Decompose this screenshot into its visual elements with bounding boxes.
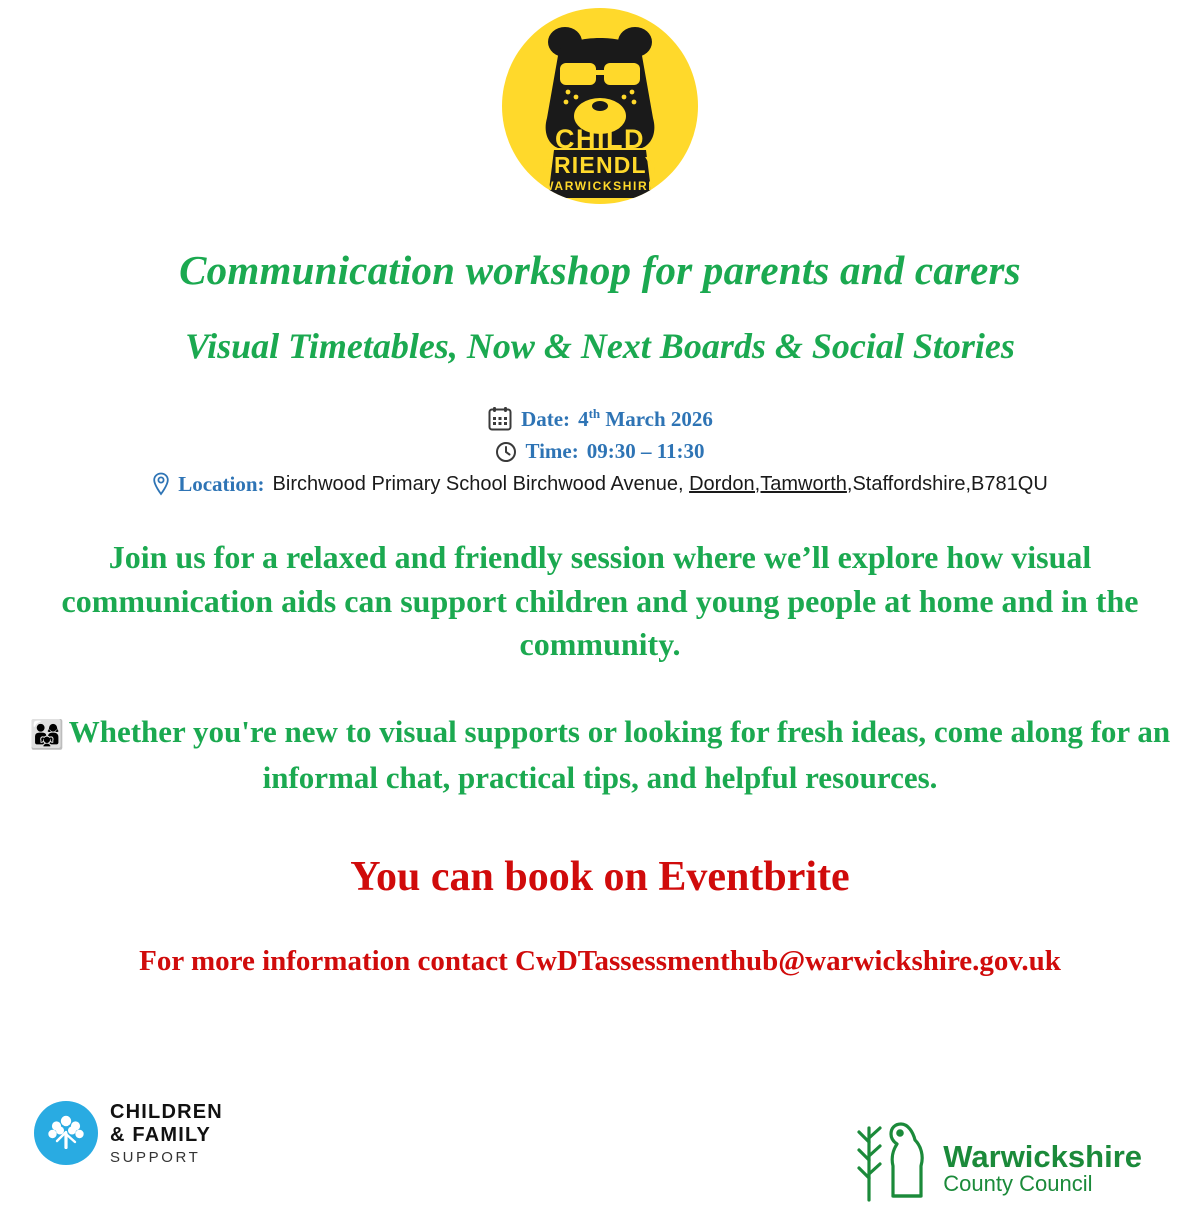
calendar-icon <box>487 406 513 432</box>
booking-call-to-action: You can book on Eventbrite <box>350 854 850 901</box>
event-time-value: 09:30 – 11:30 <box>586 439 705 464</box>
event-time-label: Time: <box>525 439 579 464</box>
event-time-row <box>0 435 1200 468</box>
family-emoji-icon: 👨‍👩‍👧 <box>29 719 65 751</box>
intro-paragraph: Join us for a relaxed and friendly session where we’ll explore how visual communication aids can support children and young people at home and in the community. <box>61 539 1139 662</box>
warwickshire-wordmark <box>943 1138 1142 1209</box>
cfs-line-3: SUPPORT <box>110 1148 201 1166</box>
logo-line-2: FRIENDLY <box>538 152 662 178</box>
logo-area <box>0 0 1200 204</box>
event-date-value: 4th March 2026 <box>578 405 713 431</box>
warwickshire-bear-icon <box>855 1108 933 1209</box>
event-details <box>0 403 1200 501</box>
wcc-line-1: Warwickshire <box>943 1138 1142 1174</box>
event-location-label: Location: <box>178 471 265 496</box>
logo-line-1: CHILD <box>555 124 645 154</box>
logo-line-3: WARWICKSHIRE <box>542 179 658 193</box>
cfs-line-2: & FAMILY <box>110 1123 212 1146</box>
clock-icon <box>495 441 517 463</box>
page-title: Communication workshop for parents and carers <box>179 247 1021 293</box>
children-and-family-support-logo <box>34 1101 223 1165</box>
warwickshire-county-council-logo <box>855 1108 1142 1209</box>
event-location-underlined: Dordon,Tamworth <box>689 472 847 495</box>
children-and-family-support-wordmark <box>110 1102 223 1165</box>
contact-line: For more information contact CwDTassessmenthub@warwickshire.gov.uk <box>139 945 1061 978</box>
child-friendly-warwickshire-logo <box>502 8 698 204</box>
event-location-value: Birchwood Primary School Birchwood Avenue, Dordon,Tamworth,Staffordshire,B781QU <box>272 472 1048 495</box>
event-date-label: Date: <box>521 406 571 431</box>
page-subtitle: Visual Timetables, Now & Next Boards & Social Stories <box>185 326 1015 367</box>
event-location-row <box>0 468 1200 501</box>
tree-icon <box>34 1101 98 1165</box>
map-pin-icon <box>152 472 170 496</box>
event-date-row <box>0 403 1200 436</box>
footer-logos <box>0 1037 1200 1217</box>
second-paragraph <box>10 710 1190 802</box>
wcc-line-2: County Council <box>943 1170 1093 1196</box>
cfs-line-1: CHILDREN <box>110 1100 223 1123</box>
second-paragraph-text: Whether you're new to visual supports or looking for fresh ideas, come along for an informal chat, practical tips, and helpful resources. <box>68 713 1171 796</box>
